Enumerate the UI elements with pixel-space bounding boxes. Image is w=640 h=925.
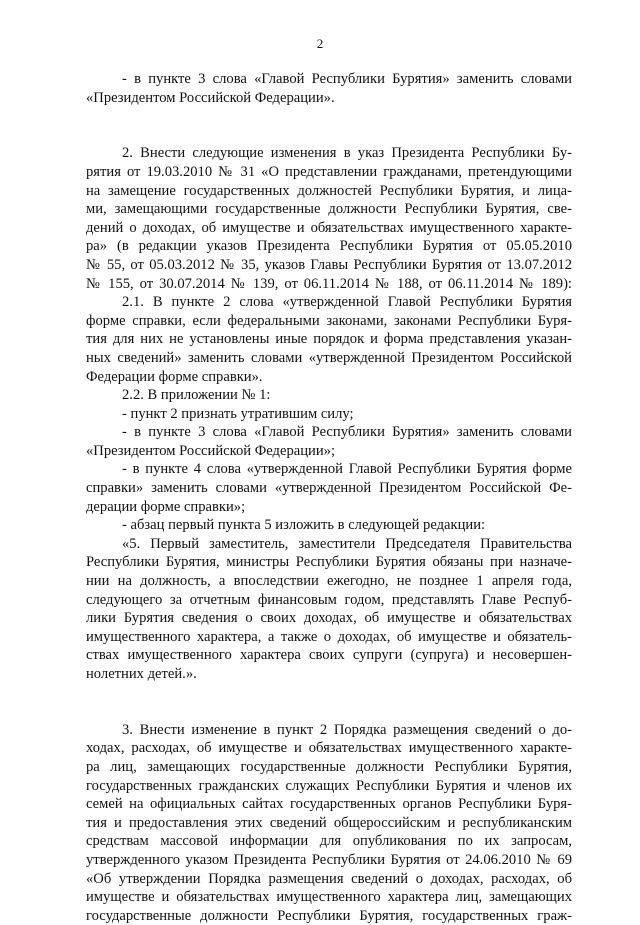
paragraph-quoted-item-5 (86, 535, 572, 684)
text-line: тия для них не установлены иные порядок и форма представления указан- (86, 331, 572, 348)
text-line: утвержденного указом Президента Республики Бурятия от 24.06.2010 № 69 (86, 851, 572, 868)
text-line: «Президентом Российской Федерации»; (86, 442, 336, 459)
text-line: ных сведений» заменить словами «утвержденной Президентом Российской (86, 349, 572, 366)
text-line: государственные должности Республики Бурятия, государственных граж- (86, 907, 572, 924)
text-line: ствах имущественного характера своих супруги (супруга) и несовершен- (86, 647, 572, 664)
text-line: имуществе и обязательствах имущественного характера лиц, замещающих (86, 889, 572, 906)
text-line: дений о доходах, об имуществе и обязательствах имущественного характе- (86, 219, 572, 236)
paragraph-section-3 (86, 721, 572, 925)
text-line: рятия от 19.03.2010 № 31 «О представлении гражданами, претендующими (86, 163, 572, 180)
text-line: ра» (в редакции указов Президента Республики Бурятия от 05.05.2010 (86, 238, 572, 255)
paragraph-section-2-1 (86, 293, 572, 386)
text-line: нии на должность, а впоследствии ежегодно, не позднее 1 апреля года, (86, 573, 572, 590)
text-line: - пункт 2 признать утратившим силу; (122, 405, 354, 422)
text-line: форме справки, если федеральными законами, законами Республики Буря- (86, 312, 572, 329)
text-line: имущественного характера, а также о доходах, об имуществе и обязатель- (86, 628, 572, 645)
text-line: «Президентом Российской Федерации». (86, 89, 335, 106)
paragraph-section-2-2 (86, 386, 572, 405)
paragraph-replace-glava (86, 70, 572, 107)
text-line: - в пункте 3 слова «Главой Республики Бурятия» заменить словами (122, 424, 572, 441)
text-line: тия и предоставления этих сведений общероссийским и республиканским (86, 814, 572, 831)
text-line: ходах, расходах, об имуществе и обязательствах имущественного характе- (86, 740, 572, 757)
text-line: Республики Бурятия, министры Республики Бурятия обязаны при назначе- (86, 554, 572, 571)
text-line: 2.1. В пункте 2 слова «утвержденной Главой Республики Бурятия (122, 294, 572, 311)
page-number: 2 (316, 36, 324, 51)
text-line: - в пункте 4 слова «утвержденной Главой Республики Бурятия форме (122, 461, 572, 478)
paragraph-item-5-restate (86, 516, 572, 535)
text-line: ра лиц, замещающих государственные должности Республики Бурятия, (86, 758, 572, 775)
text-line: № 55, от 05.03.2012 № 35, указов Главы Республики Бурятия от 13.07.2012 (86, 256, 572, 273)
text-line: «Об утверждении Порядка размещения сведений о доходах, расходах, об (86, 870, 572, 887)
text-line: 2.2. В приложении № 1: (122, 387, 271, 404)
text-line: 3. Внести изменение в пункт 2 Порядка размещения сведений о до- (122, 721, 572, 738)
paragraph-item-3-replace (86, 423, 572, 460)
text-line: государственных гражданских служащих Республики Бурятия и членов их (86, 777, 572, 794)
text-line: дерации форме справки»; (86, 498, 246, 515)
text-line: справки» заменить словами «утвержденной Президентом Российской Фе- (86, 480, 572, 497)
text-line: семей на официальных сайтах государственных органов Республики Буря- (86, 796, 572, 813)
paragraph-item-4-replace (86, 460, 572, 516)
paragraph-item-2-repeal (86, 405, 572, 424)
text-line: - в пункте 3 слова «Главой Республики Бурятия» заменить словами (122, 71, 572, 87)
paragraph-section-2 (86, 144, 572, 293)
text-line: нолетних детей.». (86, 666, 197, 682)
text-line: Федерации форме справки». (86, 368, 263, 385)
text-line: средствам массовой информации для опубликования по их запросам, (86, 833, 572, 850)
text-line: ми, замещающими государственные должности Республики Бурятия, све- (86, 201, 572, 218)
text-line: следующего за отчетным финансовым годом, представлять Главе Респуб- (86, 591, 572, 608)
document-body (86, 70, 572, 925)
text-line: - абзац первый пункта 5 изложить в следующей редакции: (122, 517, 486, 534)
text-line: на замещение государственных должностей Республики Бурятия, и лица- (86, 182, 572, 199)
text-line: лики Бурятия сведения о своих доходах, об имуществе и обязательствах (86, 610, 572, 627)
text-line: «5. Первый заместитель, заместители Председателя Правительства (122, 535, 572, 552)
text-line: № 155, от 30.07.2014 № 139, от 06.11.2014 № 188, от 06.11.2014 № 189): (86, 275, 572, 292)
text-line: 2. Внести следующие изменения в указ Президента Республики Бу- (122, 145, 572, 162)
